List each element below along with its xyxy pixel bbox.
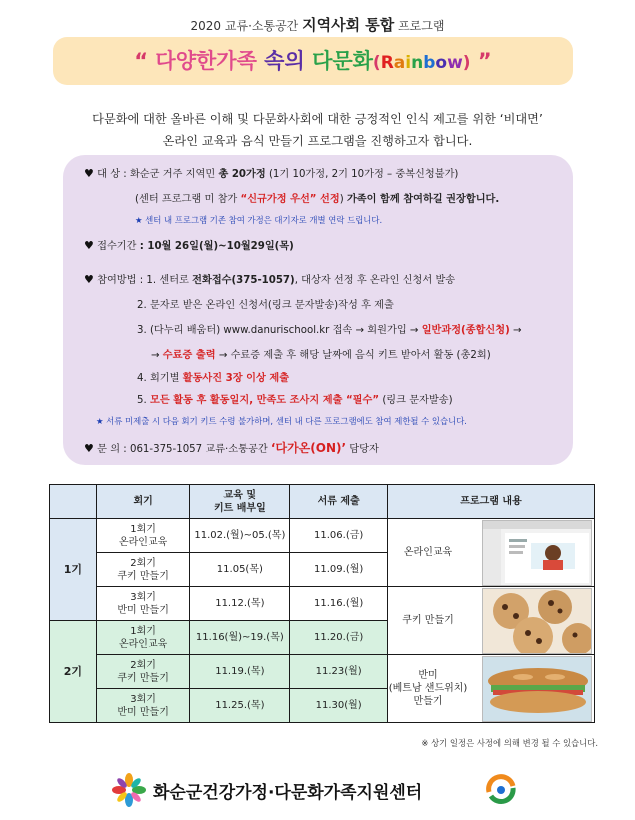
method-label: 참여방법 <box>97 275 137 286</box>
target-line2-c: ) <box>339 194 344 205</box>
rainbow-letter: a <box>393 53 406 73</box>
target-line2-a: (센터 프로그램 미 참가 <box>135 194 238 205</box>
contact-dagaon: ‘다가온(ON)’ <box>270 441 347 455</box>
session-cell <box>96 587 190 621</box>
method-5-a: 5. <box>137 395 147 406</box>
method-1-a: : 1. 센터로 <box>139 275 189 286</box>
date-value: 11.05(목) <box>216 564 263 575</box>
method-note: ★ 서류 미제출 시 다음 회기 키트 수령 불가하며, 센터 내 다른 프로그램에도 참여 제한될 수 있습니다. <box>96 416 467 426</box>
target-text-c: (1기 10가정, 2기 10가정 – 중복신청불가) <box>268 169 459 180</box>
title-part1: 다양한가족 <box>155 49 257 73</box>
target-count: 총 20가정 <box>218 169 266 180</box>
submit-cell <box>290 519 388 553</box>
rainbow-letter: w <box>447 53 463 73</box>
session-label: 3회기 반미 만들기 <box>117 591 169 616</box>
schedule-table <box>49 484 595 723</box>
submit-cell <box>290 587 388 621</box>
method-3-a: 3. (다누리 배움터) www.danurischool.kr 접속 → 회원가입 → <box>137 325 419 336</box>
method-3b-line <box>151 346 491 361</box>
rainbow-letter: n <box>411 53 424 73</box>
date-cell <box>190 553 290 587</box>
rainbow-letter: b <box>423 53 436 73</box>
header-cell-submit <box>290 485 388 519</box>
submit-cell <box>290 621 388 655</box>
date-value: 11.19.(목) <box>215 666 265 677</box>
header-program-suffix: 프로그램 <box>398 19 445 33</box>
header-cell-session <box>96 485 190 519</box>
info-target-line <box>84 165 458 180</box>
online-lecture-image <box>482 520 592 586</box>
group-2-label: 2기 <box>63 665 83 678</box>
heart-icon: ♥ <box>84 442 94 455</box>
info-method-line <box>84 271 455 286</box>
header-date: 교육 및 키트 배부일 <box>213 489 266 514</box>
date-cell <box>190 519 290 553</box>
header-submit: 서류 제출 <box>317 496 360 507</box>
submit-cell <box>290 689 388 723</box>
method-3b-b: 수료증 출력 <box>162 350 216 361</box>
target-line2-b: “신규가정 우선” 선정 <box>240 194 340 205</box>
center-logo-icon <box>111 772 147 808</box>
date-cell <box>190 621 290 655</box>
cookie-image <box>482 588 592 654</box>
session-label: 1회기 온라인교육 <box>118 625 168 650</box>
submit-cell <box>290 655 388 689</box>
header-cell-content <box>388 485 595 519</box>
contact-a: : 061-375-1057 교류·소통공간 <box>123 444 268 455</box>
content-banhmi <box>388 656 594 722</box>
session-label: 1회기 온라인교육 <box>118 523 168 548</box>
header-content: 프로그램 내용 <box>460 496 522 507</box>
rainbow-letter: ( <box>372 53 381 73</box>
title-quote-close: ” <box>477 49 492 73</box>
submit-value: 11.16.(월) <box>314 598 364 609</box>
method-4-b: 활동사진 3장 이상 제출 <box>182 373 290 384</box>
submit-value: 11.23(월) <box>315 666 362 677</box>
banhmi-image <box>482 656 592 722</box>
submit-cell <box>290 553 388 587</box>
rainbow-letter: o <box>435 53 448 73</box>
info-period-line <box>84 237 294 252</box>
rainbow-letter: ) <box>462 53 471 73</box>
method-1-c: , 대상자 선정 후 온라인 신청서 발송 <box>294 275 456 286</box>
footer <box>0 772 635 812</box>
method-3-line <box>137 321 522 336</box>
content-cookie-label: 쿠키 만들기 <box>402 615 454 626</box>
date-value: 11.02.(월)~05.(목) <box>194 530 286 541</box>
session-label: 2회기 쿠키 만들기 <box>117 557 169 582</box>
session-cell <box>96 655 190 689</box>
title-rainbow <box>373 49 471 73</box>
method-5-line <box>137 391 453 406</box>
content-banhmi-cell <box>388 655 595 723</box>
date-value: 11.25.(목) <box>215 700 265 711</box>
title-banner <box>53 37 573 85</box>
method-4-line <box>137 369 289 384</box>
date-cell <box>190 655 290 689</box>
session-label: 2회기 쿠키 만들기 <box>117 659 169 684</box>
method-1-phone: 전화접수(375-1057) <box>192 275 295 286</box>
content-online <box>388 520 594 586</box>
content-cookie <box>388 588 594 654</box>
rainbow-letter: R <box>380 53 394 73</box>
contact-c: 담당자 <box>349 444 379 455</box>
content-online-cell <box>388 519 595 587</box>
method-5-b: 모든 활동 후 활동일지, 만족도 조사지 제출 “필수” <box>149 395 380 406</box>
header-program-name: 지역사회 통합 <box>302 16 395 34</box>
header-session: 회기 <box>133 496 153 507</box>
info-contact-line <box>84 439 379 456</box>
method-3-c: → <box>512 325 522 336</box>
session-cell <box>96 621 190 655</box>
heart-icon: ♥ <box>84 273 94 286</box>
title-quote-open: “ <box>134 49 149 73</box>
group-1-label: 1기 <box>63 563 83 576</box>
center-name: 화순군건강가정·다문화가족지원센터 <box>153 783 423 803</box>
heart-icon: ♥ <box>84 167 94 180</box>
group-cell <box>50 621 97 723</box>
heart-icon: ♥ <box>84 239 94 252</box>
target-label: 대 상 <box>97 169 121 180</box>
method-5-c: (링크 문자발송) <box>382 395 453 406</box>
method-3b-a: → <box>151 350 160 361</box>
header-line <box>0 14 635 35</box>
title-part3: 다문화 <box>312 49 373 73</box>
submit-value: 11.20.(금) <box>314 632 364 643</box>
target-line2-d: 가족이 함께 참여하길 권장합니다. <box>346 194 500 205</box>
intro-line-2: 온라인 교육과 음식 만들기 프로그램을 진행하고자 합니다. <box>162 134 473 148</box>
content-cookie-cell <box>388 587 595 655</box>
submit-value: 11.09.(월) <box>314 564 364 575</box>
method-2: 2. 문자로 받은 온라인 신청서(링크 문자발송)작성 후 제출 <box>137 300 394 311</box>
session-cell <box>96 519 190 553</box>
submit-value: 11.06.(금) <box>314 530 364 541</box>
county-logo-icon <box>483 772 519 808</box>
method-4-a: 4. 회기별 <box>137 373 180 384</box>
date-cell <box>190 689 290 723</box>
group-cell <box>50 519 97 621</box>
target-text-a: : 화순군 거주 지역민 <box>123 169 216 180</box>
session-cell <box>96 689 190 723</box>
period-value: : 10월 26일(월)~10월29일(목) <box>139 241 294 252</box>
session-cell <box>96 553 190 587</box>
method-3b-c: → 수료증 제출 후 해당 날짜에 음식 키트 받아서 활동 (총2회) <box>218 350 491 361</box>
header-cell-empty <box>50 485 97 519</box>
session-label: 3회기 반미 만들기 <box>117 693 169 718</box>
submit-value: 11.30(월) <box>315 700 362 711</box>
date-value: 11.16(월)~19.(목) <box>195 632 284 643</box>
intro-text <box>20 108 615 152</box>
contact-label: 문 의 <box>97 444 121 455</box>
header-year: 2020 교류·소통공간 <box>190 19 299 33</box>
period-label: 접수기간 <box>97 241 137 252</box>
info-target-line2 <box>135 190 499 205</box>
header-cell-date <box>190 485 290 519</box>
date-value: 11.12.(목) <box>215 598 265 609</box>
date-cell <box>190 587 290 621</box>
title-part2: 속의 <box>264 49 305 73</box>
content-online-label: 온라인교육 <box>403 547 453 558</box>
intro-line-1: 다문화에 대한 올바른 이해 및 다문화사회에 대한 긍정적인 인식 제고를 위한 ‘비대면’ <box>92 112 543 126</box>
rainbow-letter: i <box>405 53 412 73</box>
method-3-b: 일반과정(종합신청) <box>421 325 510 336</box>
content-banhmi-label: 반미 (베트남 샌드위치) 만들기 <box>388 670 468 707</box>
schedule-footnote: ※ 상기 일정은 사정에 의해 변경 될 수 있습니다. <box>421 738 598 748</box>
target-note: ★ 센터 내 프로그램 기존 참여 가정은 대기자로 개별 연락 드립니다. <box>135 215 383 225</box>
